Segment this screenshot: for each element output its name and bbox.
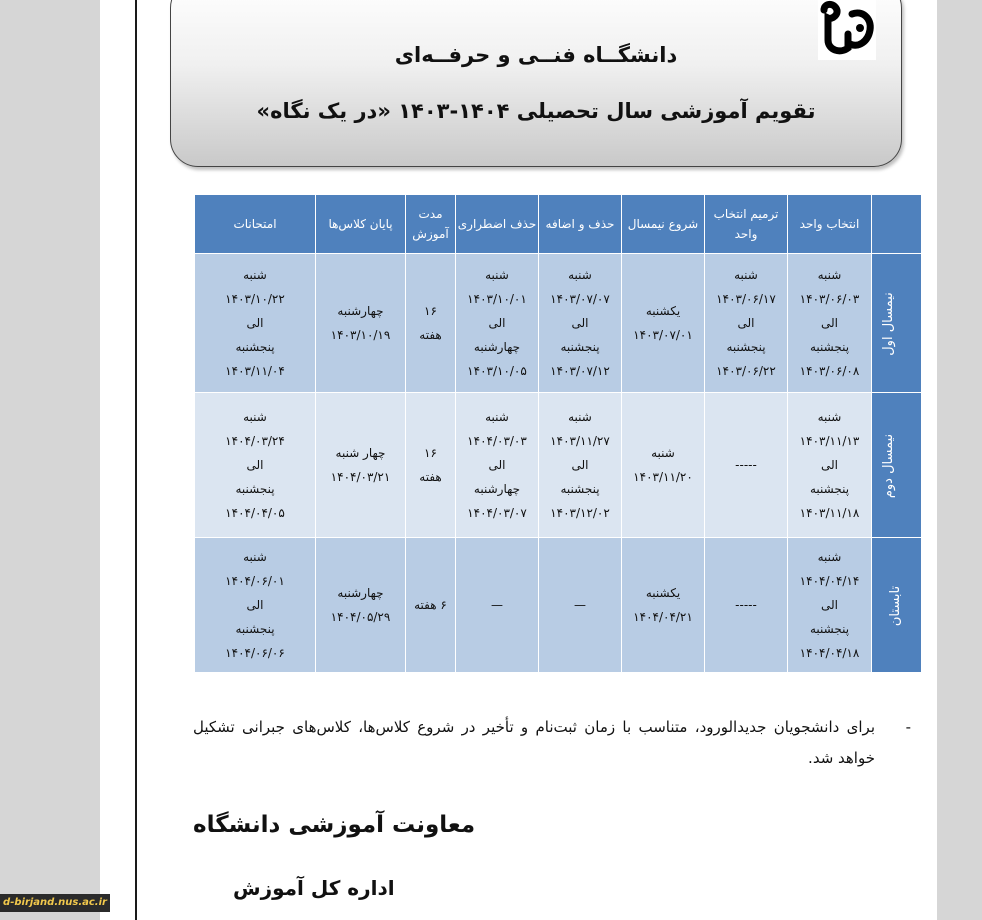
academic-calendar-table <box>194 194 922 673</box>
table-cell: ۶ هفته <box>406 538 456 673</box>
table-cell: یکشنبه ۱۴۰۴/۰۴/۲۱ <box>622 538 705 673</box>
table-cell: شنبه ۱۴۰۴/۰۴/۱۴ الی پنجشنبه ۱۴۰۴/۰۴/۱۸ <box>788 538 872 673</box>
table-cell: ----- <box>705 538 788 673</box>
table-cell: چهارشنبه ۱۴۰۴/۰۵/۲۹ <box>316 538 406 673</box>
note-text: برای دانشجویان جدیدالورود، متناسب با زمان ثبت‌نام و تأخیر در شروع کلاس‌ها، کلاس‌های جبرانی تشکیل خواهد شد. <box>193 718 875 767</box>
calendar-title: تقویم آموزشی سال تحصیلی ۱۴۰۴-۱۴۰۳ «در یک نگاه» <box>256 99 816 123</box>
header-banner <box>170 0 902 167</box>
page-border-line <box>135 0 137 920</box>
column-header: پایان کلاس‌ها <box>316 195 406 254</box>
table-row <box>195 254 922 393</box>
table-header-row <box>195 195 922 254</box>
table-cell: یکشنبه ۱۴۰۳/۰۷/۰۱ <box>622 254 705 393</box>
table-cell: شنبه ۱۴۰۴/۰۳/۲۴ الی پنجشنبه ۱۴۰۴/۰۴/۰۵ <box>195 393 316 538</box>
table-cell: شنبه ۱۴۰۴/۰۳/۰۳ الی چهارشنبه ۱۴۰۴/۰۳/۰۷ <box>456 393 539 538</box>
table-cell: — <box>539 538 622 673</box>
table-cell: شنبه ۱۴۰۳/۱۱/۲۰ <box>622 393 705 538</box>
table-cell: چهارشنبه ۱۴۰۳/۱۰/۱۹ <box>316 254 406 393</box>
table-cell: شنبه ۱۴۰۴/۰۶/۰۱ الی پنجشنبه ۱۴۰۴/۰۶/۰۶ <box>195 538 316 673</box>
left-margin <box>0 0 100 920</box>
university-logo-icon <box>818 0 876 60</box>
signature-office: اداره کل آموزش <box>233 876 395 900</box>
table-cell: ۱۶ هفته <box>406 393 456 538</box>
table-cell: ----- <box>705 393 788 538</box>
compensatory-classes-note <box>193 712 911 774</box>
column-header: امتحانات <box>195 195 316 254</box>
table-cell: شنبه ۱۴۰۳/۰۶/۱۷ الی پنجشنبه ۱۴۰۳/۰۶/۲۲ <box>705 254 788 393</box>
column-header: ترمیم انتخاب واحد <box>705 195 788 254</box>
table-cell: چهار شنبه ۱۴۰۴/۰۳/۲۱ <box>316 393 406 538</box>
table-row <box>195 538 922 673</box>
row-label: تابستان <box>872 538 922 673</box>
signature-deputy: معاونت آموزشی دانشگاه <box>193 812 476 838</box>
note-bullet: - <box>905 718 911 736</box>
table-cell: شنبه ۱۴۰۳/۰۷/۰۷ الی پنجشنبه ۱۴۰۳/۰۷/۱۲ <box>539 254 622 393</box>
table-row <box>195 393 922 538</box>
right-margin <box>937 0 982 920</box>
table-cell: شنبه ۱۴۰۳/۱۰/۲۲ الی پنجشنبه ۱۴۰۳/۱۱/۰۴ <box>195 254 316 393</box>
column-header: حذف اضطراری <box>456 195 539 254</box>
row-label: نیمسال دوم <box>872 393 922 538</box>
table-cell: — <box>456 538 539 673</box>
university-name: دانشگــاه فنــی و حرفــه‌ای <box>394 43 678 67</box>
column-header: مدت آموزش <box>406 195 456 254</box>
column-header: انتخاب واحد <box>788 195 872 254</box>
table-cell: شنبه ۱۴۰۳/۱۱/۱۳ الی پنجشنبه ۱۴۰۳/۱۱/۱۸ <box>788 393 872 538</box>
table-cell: شنبه ۱۴۰۳/۱۱/۲۷ الی پنجشنبه ۱۴۰۳/۱۲/۰۲ <box>539 393 622 538</box>
site-watermark[interactable]: d-birjand.nus.ac.ir <box>0 894 110 912</box>
column-header: حذف و اضافه <box>539 195 622 254</box>
table-cell: شنبه ۱۴۰۳/۰۶/۰۳ الی پنجشنبه ۱۴۰۳/۰۶/۰۸ <box>788 254 872 393</box>
table-cell: ۱۶ هفته <box>406 254 456 393</box>
column-header: شروع نیمسال <box>622 195 705 254</box>
corner-cell <box>872 195 922 254</box>
table-cell: شنبه ۱۴۰۳/۱۰/۰۱ الی چهارشنبه ۱۴۰۳/۱۰/۰۵ <box>456 254 539 393</box>
row-label: نیمسال اول <box>872 254 922 393</box>
